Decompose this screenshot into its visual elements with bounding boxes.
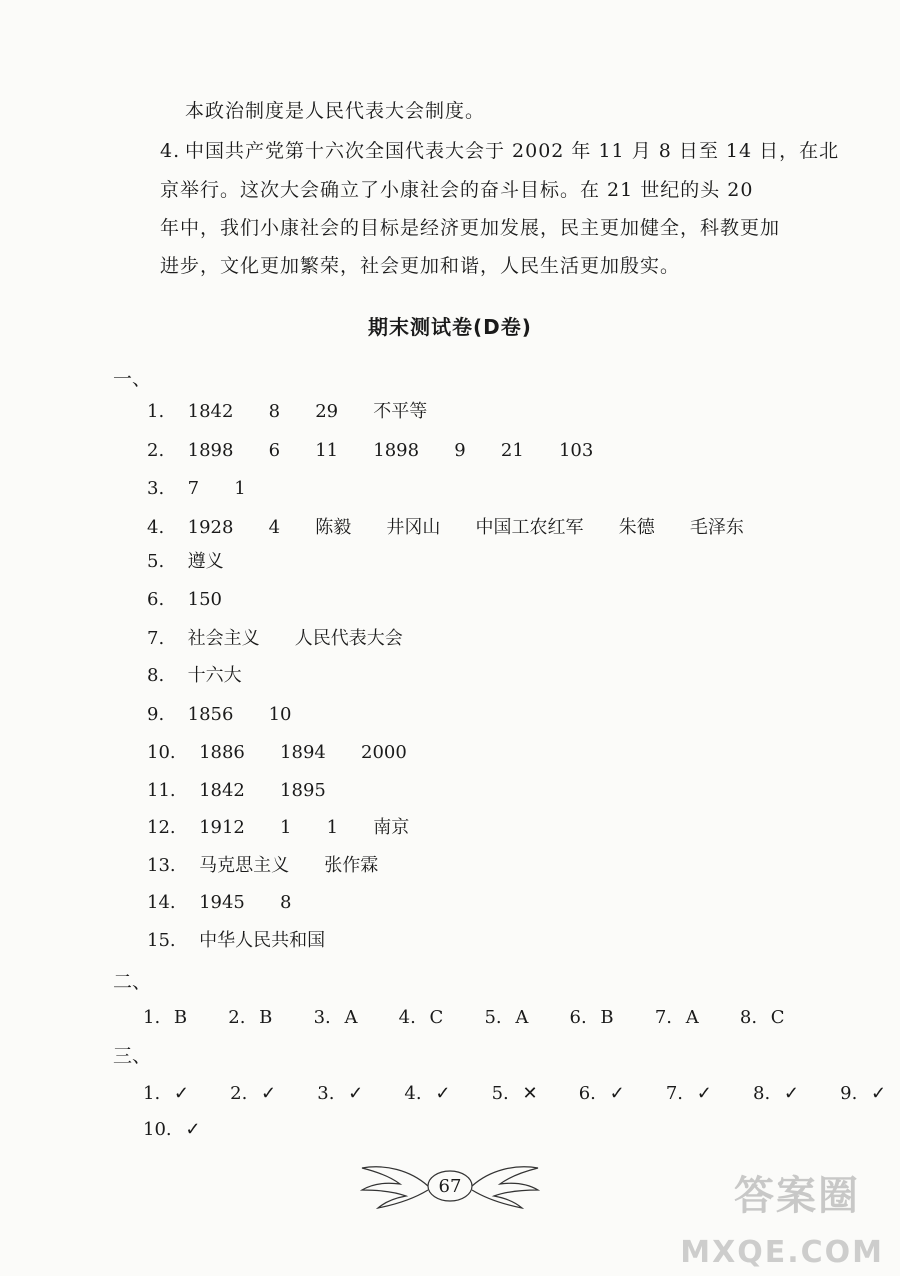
section2-answers: 1. B 2. B 3. A 4. C 5. A 6. B 7. A 8. C (143, 1007, 785, 1028)
item4-line3: 年中，我们小康社会的目标是经济更加发展，民主更加健全，科教更加 (160, 217, 781, 239)
list-item: 14. 1945 8 (147, 892, 292, 913)
page-title: 期末测试卷(D卷) (368, 315, 532, 339)
list-item: 3. 7 1 (147, 478, 246, 499)
watermark-text: 答案圈 (734, 1173, 860, 1219)
list-item: 5. 遵义 (147, 551, 224, 572)
watermark-domain: MXQE.COM (680, 1235, 884, 1270)
list-item: 10. 1886 1894 2000 (147, 742, 407, 763)
section3-label: 三、 (113, 1045, 152, 1067)
item4-number: 4. (160, 140, 181, 162)
section1-label: 一、 (113, 368, 152, 390)
section3-row2: 10. ✓ (143, 1119, 201, 1140)
list-item: 8. 十六大 (147, 665, 242, 686)
list-item: 1. 1842 8 29 不平等 (147, 401, 428, 422)
list-item: 7. 社会主义 人民代表大会 (147, 628, 403, 649)
list-item: 11. 1842 1895 (147, 780, 326, 801)
list-item: 13. 马克思主义 张作霖 (147, 855, 379, 876)
item4-line2: 京举行。这次大会确立了小康社会的奋斗目标。在 21 世纪的头 20 (160, 179, 754, 201)
section2-label: 二、 (113, 971, 152, 993)
section3-row1: 1. ✓ 2. ✓ 3. ✓ 4. ✓ 5. ✕ 6. ✓ 7. ✓ 8. ✓ 9. ✓ (143, 1083, 887, 1104)
list-item: 9. 1856 10 (147, 704, 292, 725)
list-item: 4. 1928 4 陈毅 井冈山 中国工农红军 朱德 毛泽东 (147, 517, 744, 538)
list-item: 15. 中华人民共和国 (147, 930, 326, 951)
item4-line1: 中国共产党第十六次全国代表大会于 2002 年 11 月 8 日至 14 日，在北 (185, 140, 840, 162)
item4-line4: 进步，文化更加繁荣，社会更加和谐，人民生活更加殷实。 (160, 255, 681, 277)
list-item: 6. 150 (147, 589, 222, 610)
page-number: 67 (438, 1176, 462, 1197)
list-item: 12. 1912 1 1 南京 (147, 817, 410, 838)
continuation-line: 本政治制度是人民代表大会制度。 (185, 100, 486, 122)
list-item: 2. 1898 6 11 1898 9 21 103 (147, 440, 594, 461)
